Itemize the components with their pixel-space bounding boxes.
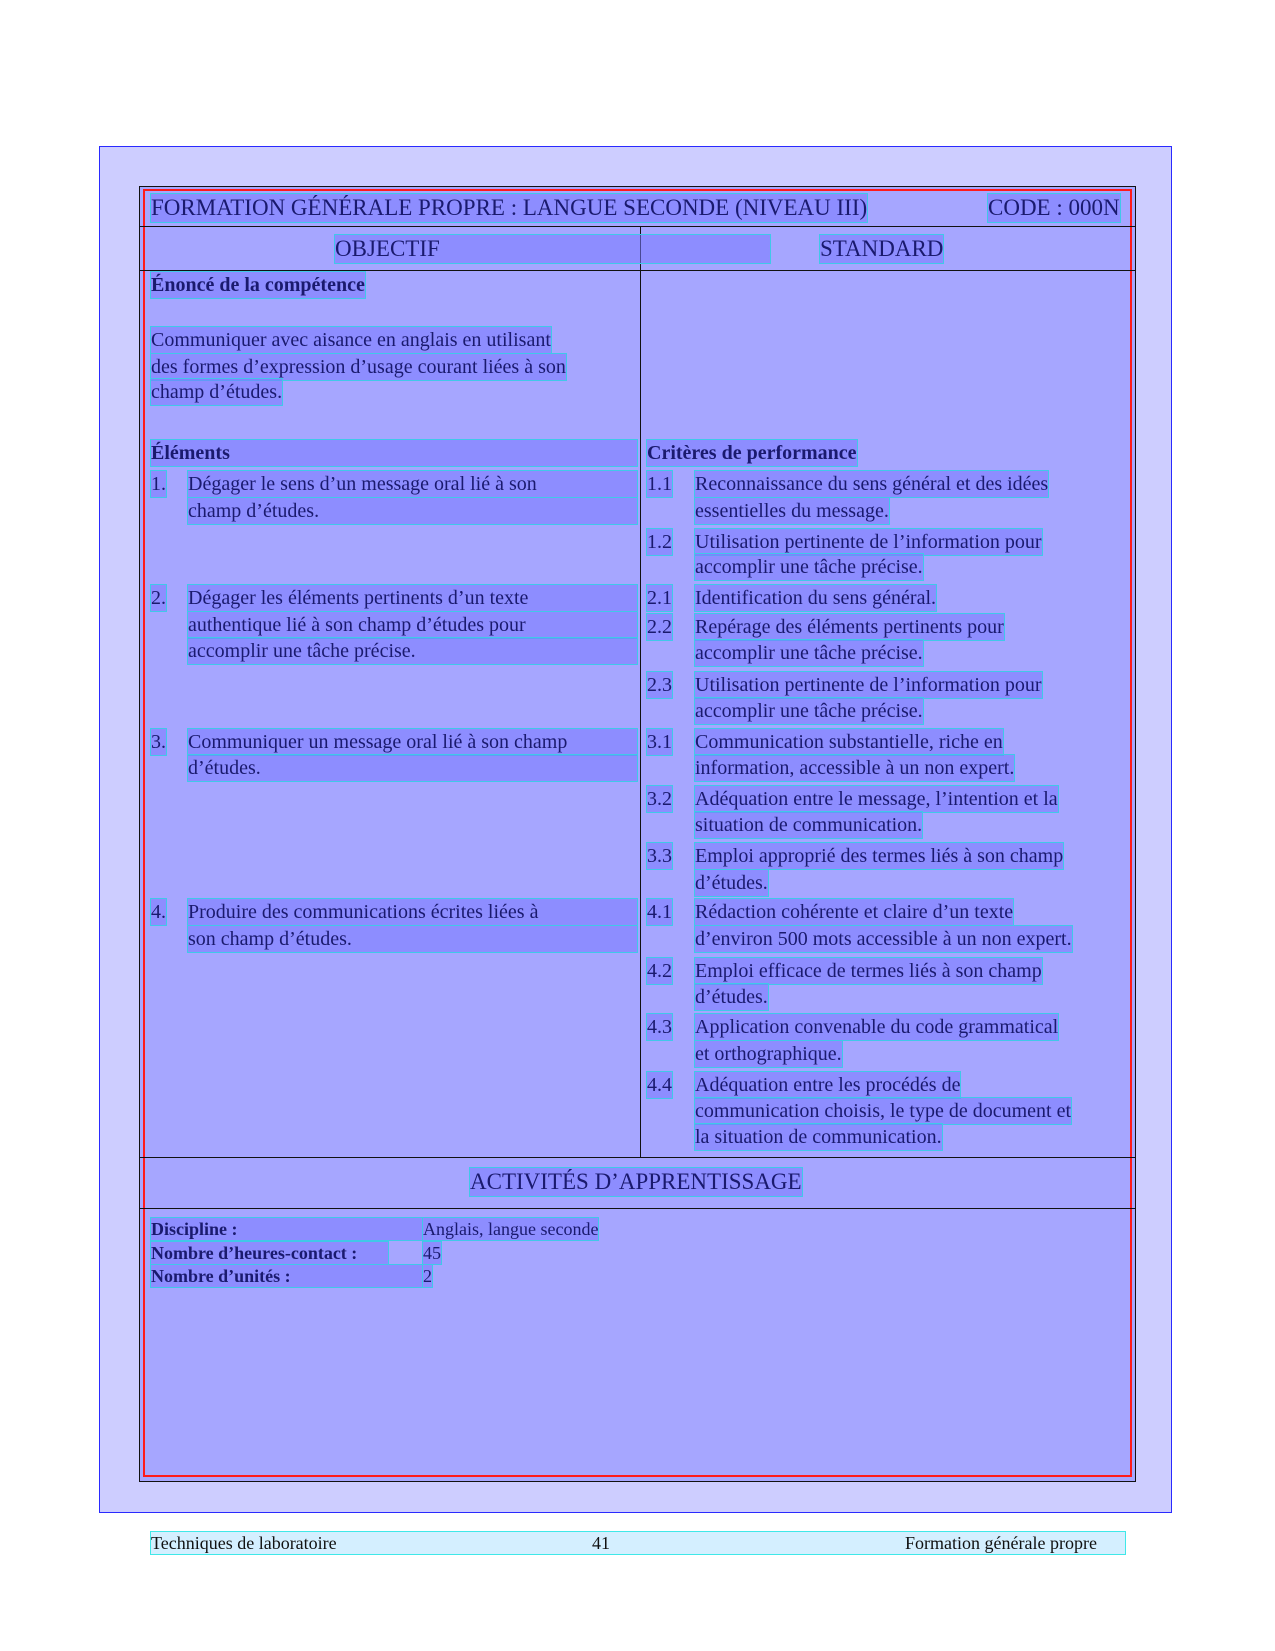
- footer-section: Formation générale propre: [905, 1533, 1097, 1553]
- element-number: 2.: [151, 587, 166, 609]
- element-number: 3.: [151, 731, 166, 753]
- competence-heading: Énoncé de la compétence: [151, 274, 365, 296]
- critere-number: 3.2: [647, 788, 672, 810]
- activites-heading: ACTIVITÉS D’APPRENTISSAGE: [470, 1169, 802, 1194]
- divider: [139, 270, 1136, 271]
- critere-text: accomplir une tâche précise.: [695, 700, 923, 722]
- critere-number: 4.4: [647, 1074, 672, 1096]
- elements-heading: Éléments: [151, 440, 637, 466]
- critere-text: d’études.: [695, 986, 768, 1008]
- critere-number: 1.2: [647, 531, 672, 553]
- critere-text: Adéquation entre le message, l’intention et la: [695, 788, 1058, 810]
- critere-number: 1.1: [647, 473, 672, 495]
- critere-number: 3.3: [647, 845, 672, 867]
- critere-text: Identification du sens général.: [695, 587, 937, 609]
- critere-text: accomplir une tâche précise.: [695, 556, 923, 578]
- critere-text: d’environ 500 mots accessible à un non expert.: [695, 928, 1072, 950]
- divider: [139, 226, 1136, 227]
- info-label: Nombre d’unités :: [151, 1265, 422, 1287]
- critere-text: communication choisis, le type de document et: [695, 1100, 1072, 1122]
- critere-text: Utilisation pertinente de l’information pour: [695, 531, 1042, 553]
- critere-text: situation de communication.: [695, 814, 923, 836]
- critere-number: 2.1: [647, 587, 672, 609]
- info-label: Discipline :: [151, 1218, 422, 1240]
- heures-value: 45: [423, 1243, 441, 1263]
- objectif-heading: OBJECTIF: [335, 235, 770, 263]
- critere-number: 2.3: [647, 674, 672, 696]
- critere-text: et orthographique.: [695, 1043, 842, 1065]
- element-text: Produire des communications écrites liées à: [188, 899, 637, 925]
- critere-text: Application convenable du code grammatical: [695, 1016, 1059, 1038]
- critere-number: 4.1: [647, 901, 672, 923]
- critere-text: Repérage des éléments pertinents pour: [695, 616, 1004, 638]
- standard-heading: STANDARD: [820, 236, 944, 261]
- criteres-heading: Critères de performance: [647, 442, 857, 464]
- element-text: Communiquer un message oral lié à son champ: [188, 729, 637, 755]
- element-text: d’études.: [188, 755, 637, 781]
- discipline-value: Anglais, langue seconde: [423, 1219, 599, 1239]
- form-code: CODE : 000N: [988, 195, 1120, 220]
- critere-text: Adéquation entre les procédés de: [695, 1074, 961, 1096]
- element-number: 4.: [151, 901, 166, 923]
- critere-text: la situation de communication.: [695, 1126, 942, 1148]
- column-divider: [640, 227, 641, 1157]
- element-text: son champ d’études.: [188, 926, 637, 952]
- element-text: Dégager le sens d’un message oral lié à son: [188, 471, 637, 497]
- critere-text: essentielles du message.: [695, 500, 889, 522]
- element-number: 1.: [151, 473, 166, 495]
- form-title: FORMATION GÉNÉRALE PROPRE : LANGUE SECONDE (NIVEAU III): [151, 195, 868, 220]
- footer-program: Techniques de laboratoire: [151, 1533, 337, 1553]
- critere-number: 4.3: [647, 1016, 672, 1038]
- critere-text: Communication substantielle, riche en: [695, 731, 1003, 753]
- competence-line: champ d’études.: [151, 381, 283, 403]
- element-text: champ d’études.: [188, 498, 637, 524]
- critere-text: Emploi approprié des termes liés à son champ: [695, 845, 1064, 867]
- critere-number: 4.2: [647, 960, 672, 982]
- element-text: authentique lié à son champ d’études pour: [188, 612, 637, 638]
- divider: [139, 1208, 1136, 1209]
- critere-number: 3.1: [647, 731, 672, 753]
- competence-line: Communiquer avec aisance en anglais en utilisant: [151, 329, 551, 351]
- critere-text: d’études.: [695, 872, 768, 894]
- unites-value: 2: [423, 1266, 432, 1286]
- element-text: accomplir une tâche précise.: [188, 638, 637, 664]
- critere-text: Rédaction cohérente et claire d’un texte: [695, 901, 1014, 923]
- critere-text: Emploi efficace de termes liés à son champ: [695, 960, 1042, 982]
- competence-line: des formes d’expression d’usage courant liées à son: [151, 356, 566, 378]
- critere-text: Utilisation pertinente de l’information pour: [695, 674, 1042, 696]
- page-number: 41: [592, 1533, 610, 1553]
- element-text: Dégager les éléments pertinents d’un texte: [188, 585, 637, 611]
- competence-form: [139, 186, 1136, 1482]
- critere-number: 2.2: [647, 616, 672, 638]
- critere-text: information, accessible à un non expert.: [695, 757, 1015, 779]
- critere-text: Reconnaissance du sens général et des idées: [695, 473, 1049, 495]
- info-label: Nombre d’heures-contact :: [151, 1242, 388, 1264]
- critere-text: accomplir une tâche précise.: [695, 642, 923, 664]
- divider: [139, 1157, 1136, 1158]
